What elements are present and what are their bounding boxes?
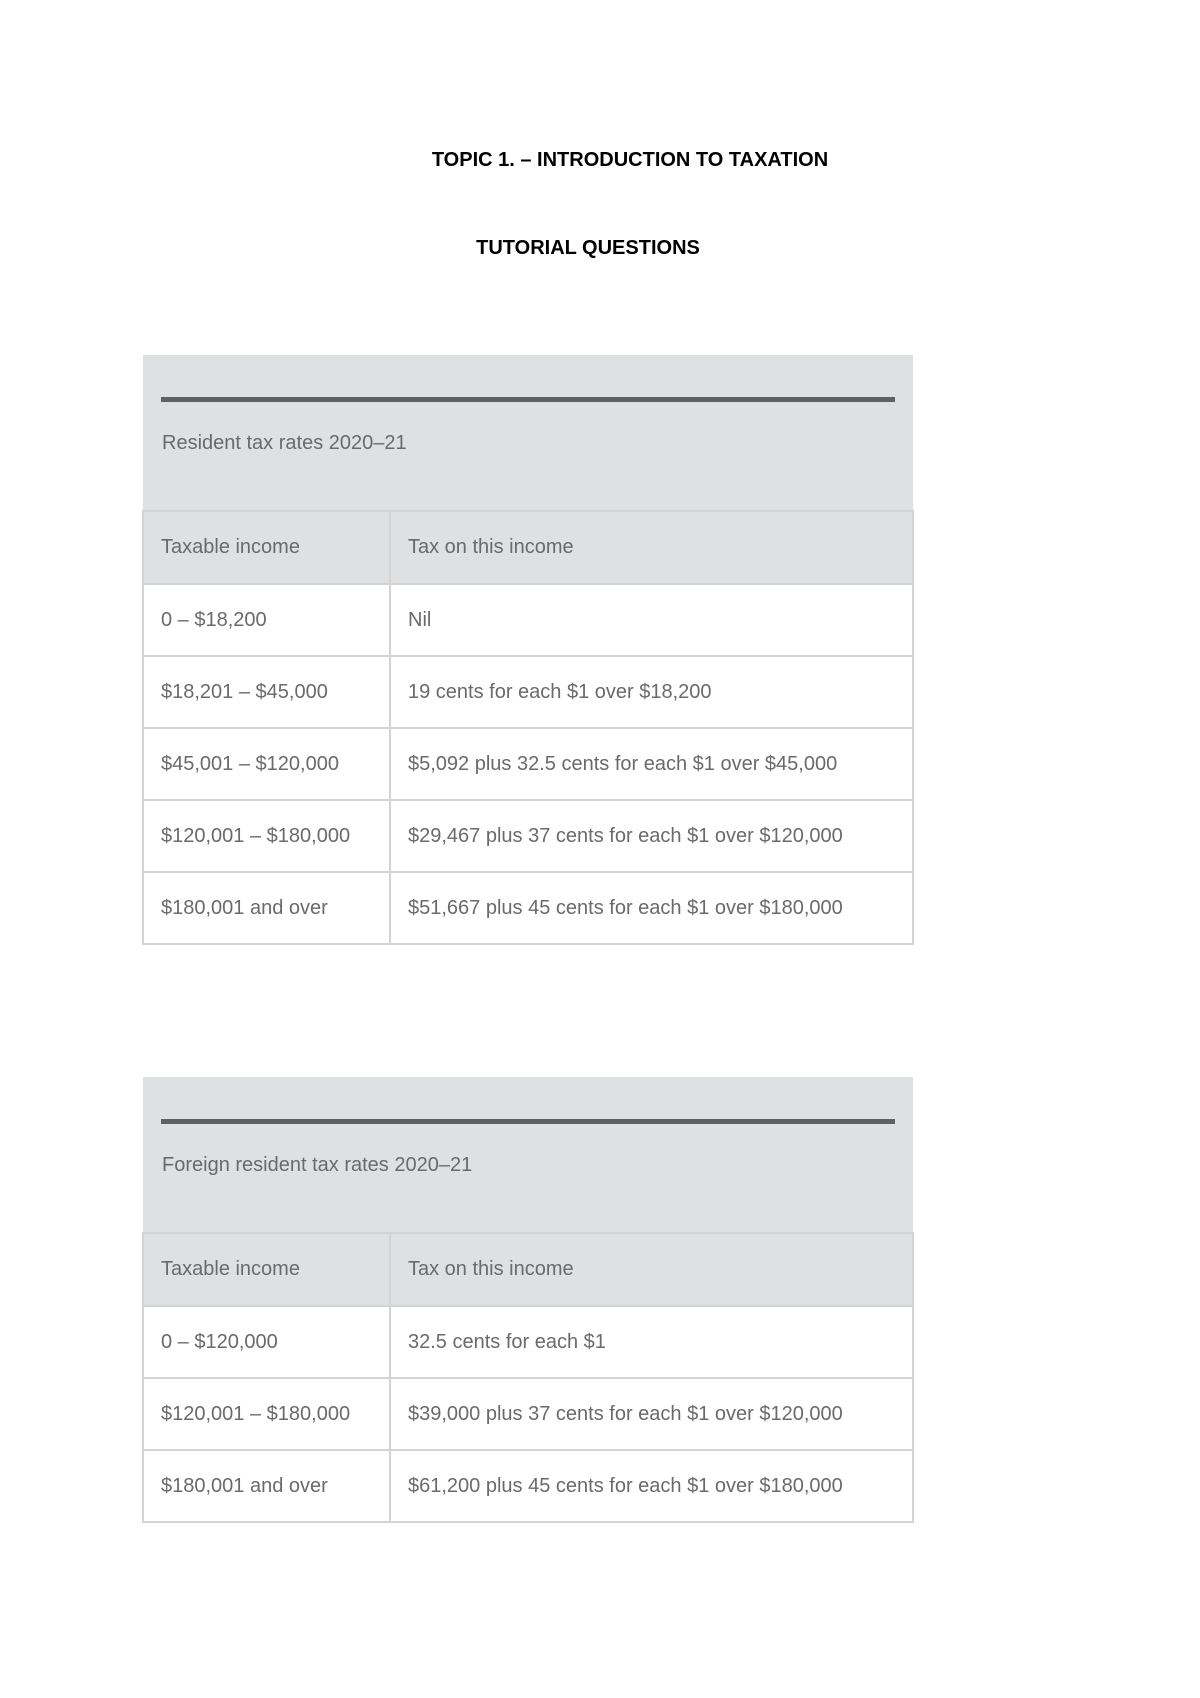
tax-on-income-cell: $5,092 plus 32.5 cents for each $1 over $45,000 [390, 728, 913, 800]
tax-on-income-cell: $61,200 plus 45 cents for each $1 over $180,000 [390, 1450, 913, 1522]
table-caption-text: Resident tax rates 2020–21 [162, 432, 407, 454]
column-header-tax-on-income: Tax on this income [390, 511, 913, 584]
document-subtitle: TUTORIAL QUESTIONS [476, 237, 700, 259]
table-row [143, 1378, 913, 1450]
table-row [143, 584, 913, 656]
tax-on-income-cell: $29,467 plus 37 cents for each $1 over $120,000 [390, 800, 913, 872]
caption-rule [161, 397, 895, 402]
table-caption [143, 355, 913, 511]
document-title: TOPIC 1. – INTRODUCTION TO TAXATION [431, 149, 829, 171]
resident-tax-rates-table [142, 355, 914, 945]
caption-rule [161, 1119, 895, 1124]
taxable-income-cell: 0 – $120,000 [143, 1306, 390, 1378]
taxable-income-cell: $45,001 – $120,000 [143, 728, 390, 800]
table-row [143, 872, 913, 944]
table-row [143, 800, 913, 872]
taxable-income-cell: $18,201 – $45,000 [143, 656, 390, 728]
tax-on-income-cell: $39,000 plus 37 cents for each $1 over $120,000 [390, 1378, 913, 1450]
table-header-row [143, 1233, 913, 1306]
table-caption-text: Foreign resident tax rates 2020–21 [162, 1154, 473, 1176]
taxable-income-cell: $120,001 – $180,000 [143, 1378, 390, 1450]
tax-on-income-cell: Nil [390, 584, 913, 656]
foreign-resident-tax-rates-table [142, 1077, 914, 1523]
tax-on-income-cell: 19 cents for each $1 over $18,200 [390, 656, 913, 728]
taxable-income-cell: $180,001 and over [143, 872, 390, 944]
taxable-income-cell: $180,001 and over [143, 1450, 390, 1522]
column-header-taxable-income: Taxable income [143, 1233, 390, 1306]
taxable-income-cell: 0 – $18,200 [143, 584, 390, 656]
table-caption-row [143, 1077, 913, 1233]
column-header-tax-on-income: Tax on this income [390, 1233, 913, 1306]
column-header-taxable-income: Taxable income [143, 511, 390, 584]
tax-on-income-cell: 32.5 cents for each $1 [390, 1306, 913, 1378]
table-row [143, 1450, 913, 1522]
table-header-row [143, 511, 913, 584]
tax-on-income-cell: $51,667 plus 45 cents for each $1 over $180,000 [390, 872, 913, 944]
table-row [143, 728, 913, 800]
taxable-income-cell: $120,001 – $180,000 [143, 800, 390, 872]
table-row [143, 1306, 913, 1378]
table-caption-row [143, 355, 913, 511]
table-caption [143, 1077, 913, 1233]
table-row [143, 656, 913, 728]
